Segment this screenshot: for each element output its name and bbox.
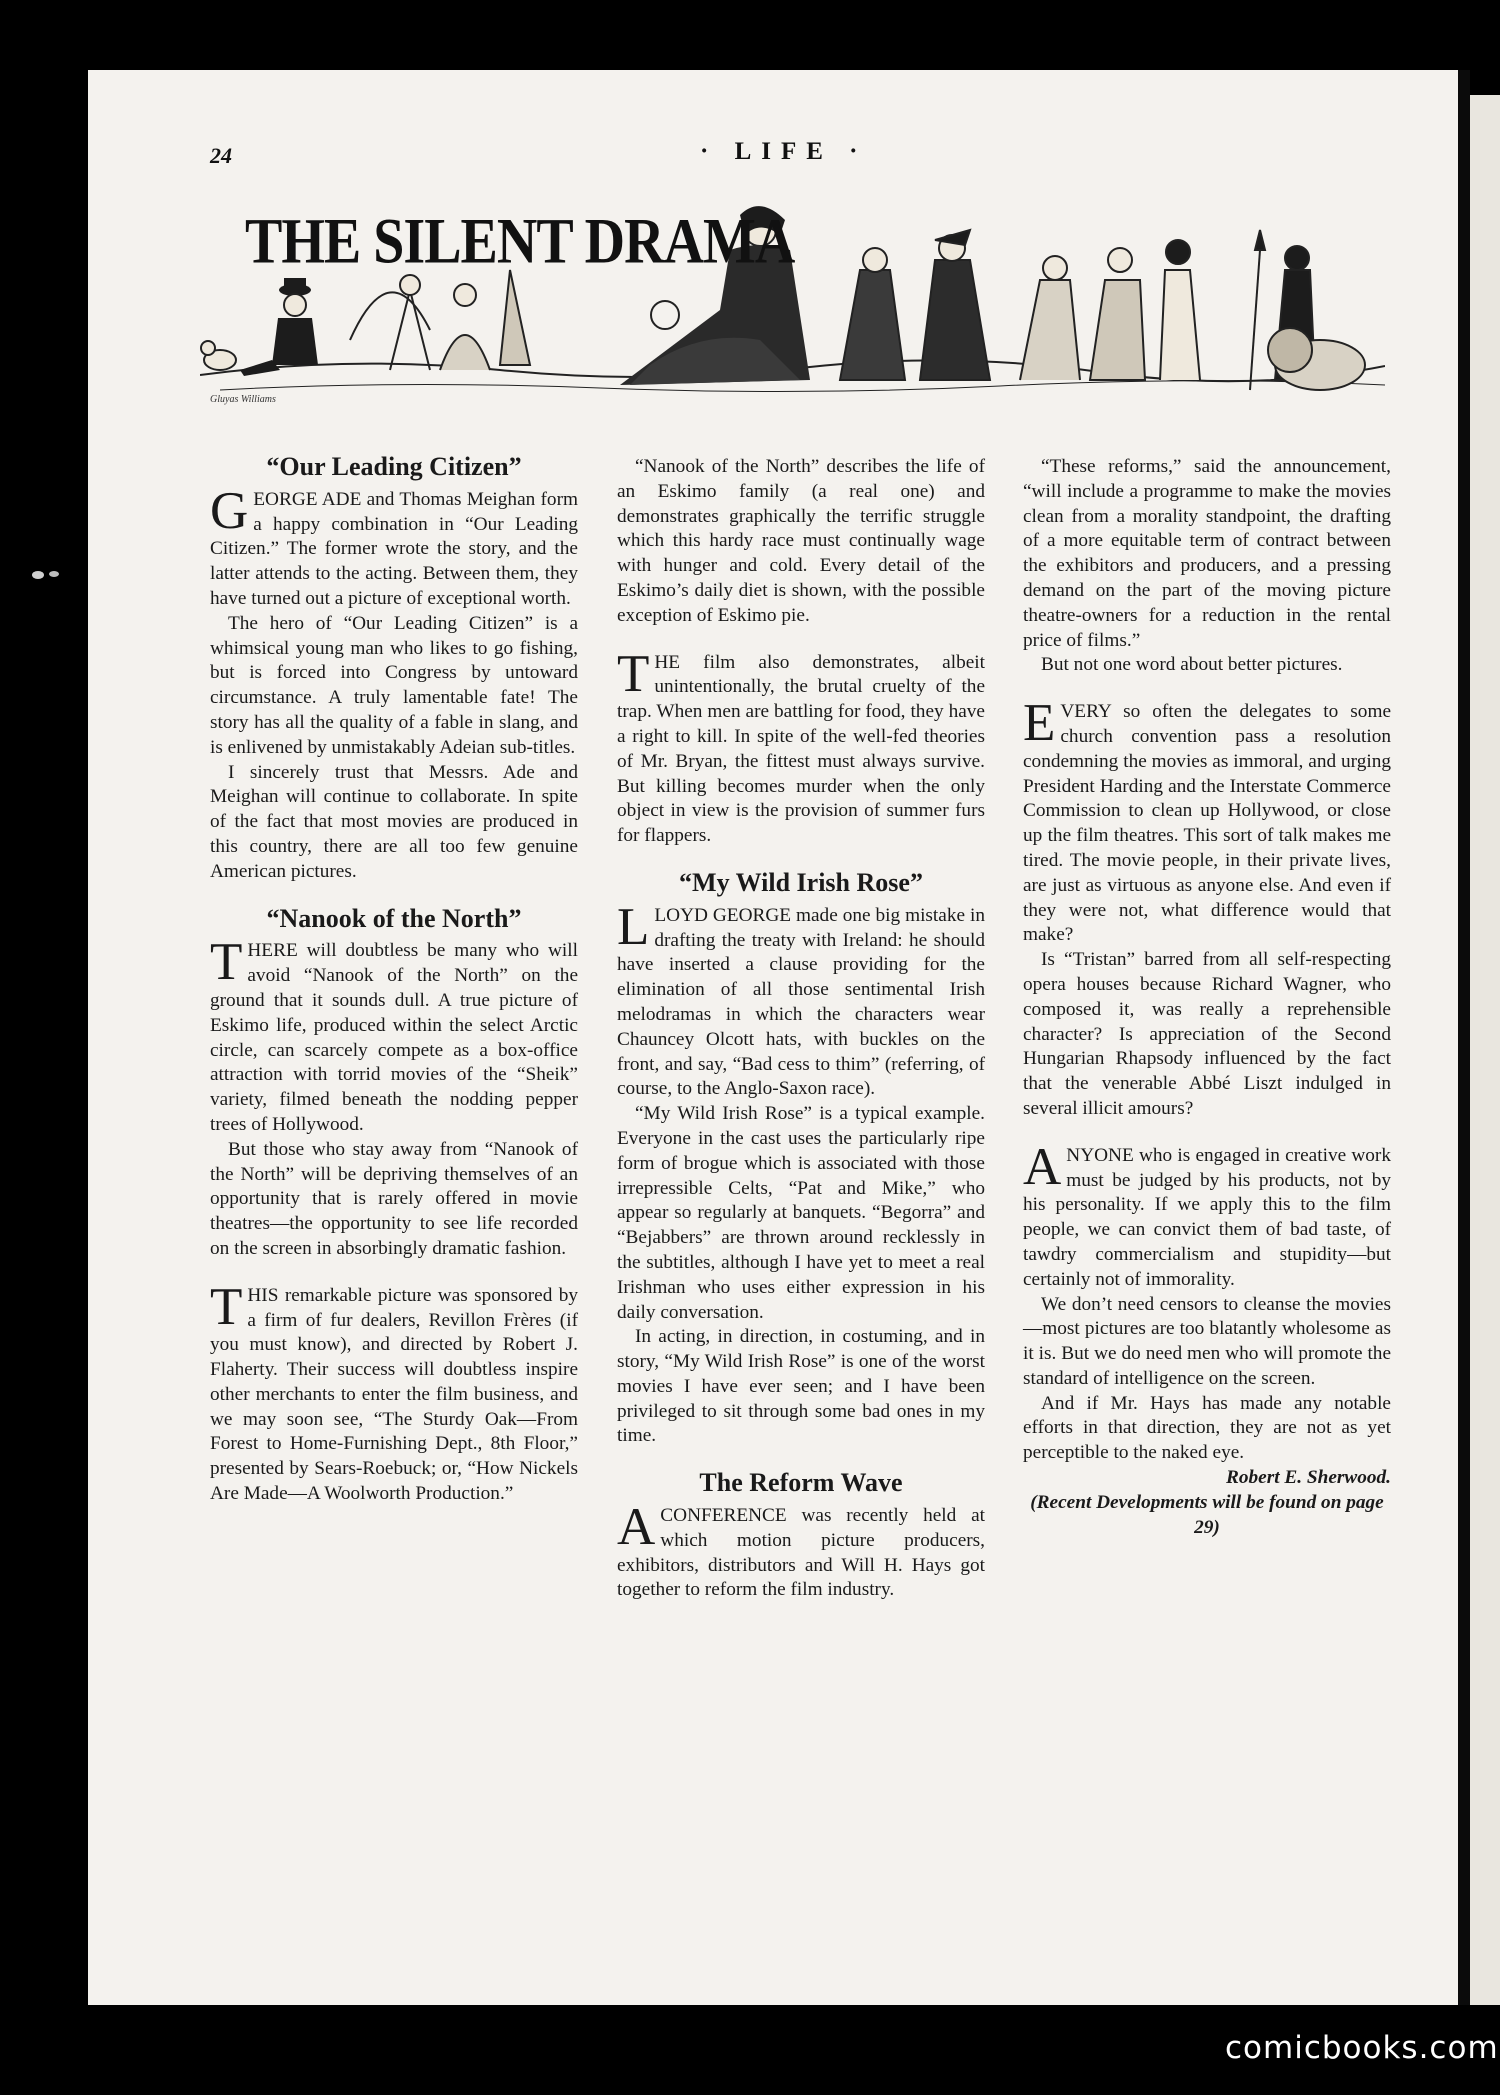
text-column-1 — [210, 452, 578, 1507]
paragraph: EORGE ADE and Thomas Meighan form a happy combination in “Our Leading Citizen.” The former wrote the story, and the latter attends to the acting. Between them, they have turned out a picture of exceptional worth. — [210, 488, 578, 609]
paragraph: I sincerely trust that Messrs. Ade and Meighan will continue to collaborate. In spite of the fact that most movies are produced in this country, there are all too few genuine American pictures. — [210, 761, 578, 882]
review-heading-our-leading-citizen: “Our Leading Citizen” — [266, 452, 522, 481]
page-number: 24 — [210, 143, 232, 168]
paragraph: “My Wild Irish Rose” is a typical example. Everyone in the cast uses the particularly ripe form of brogue which is associated with those irrepressible Celts, “Pat and Mike,” who appear so regularly at banquets. “Begorra” and “Bejabbers” are thrown around recklessly in the subtitles, although I have yet to meet a real Irishman who uses either expression in his daily conversation. — [617, 1103, 985, 1323]
warrior-and-lion-illustration — [1250, 230, 1365, 390]
paragraph: CONFERENCE was recently held at which motion picture producers, exhibitors, distributors and Will H. Hays got together to reform the film industry. — [617, 1505, 985, 1601]
dropcap: T — [210, 1277, 243, 1336]
review-heading-irish-rose: “My Wild Irish Rose” — [679, 867, 923, 897]
paragraph: We don’t need censors to cleanse the movies—most pictures are too blatantly wholesome as it is. But we do need men who will promote the standard of intelligence on the screen. — [1023, 1293, 1391, 1389]
paragraph: HIS remarkable picture was sponsored by a firm of fur dealers, Revillon Frères (if you must know), and directed by Robert J. Flaherty. Their success will doubtless inspire other merchants to enter the film business, and we may soon see, “The Sturdy Oak—From Forest to Home-Furnishing Dept., 8th Floor,” presented by Sears-Roebuck; or, “How Nickels Are Made—A Woolworth Production.” — [210, 1284, 578, 1505]
section-heading-reform-wave: The Reform Wave — [699, 1468, 903, 1498]
adjacent-page-edge — [1470, 95, 1500, 2005]
dropcap: A — [617, 1498, 656, 1557]
dropcap: T — [210, 933, 243, 992]
dropcap: A — [1023, 1137, 1062, 1196]
paragraph: But those who stay away from “Nanook of the North” will be depriving themselves of an opportunity that is rarely offered in movie theatres—the opportunity to see life recorded on the screen in absorbingly dramatic fashion. — [210, 1138, 578, 1259]
paragraph: NYONE who is engaged in creative work must be judged by his products, not by his personality. If we apply this to the film people, we can convict them of bad taste, of tawdry commercialism and stupidity—but certainly not of immorality. — [1023, 1144, 1391, 1290]
source-watermark: comicbooks.com — [1225, 2030, 1499, 2066]
paragraph: “Nanook of the North” describes the life of an Eskimo family (a real one) and demonstrates graphically the terrific struggle which this hardy race must continually wage with hunger and cold. Every detail of the Eskimo’s daily diet is shown, with the possible exception of Eskimo pie. — [617, 456, 985, 626]
dancing-couple-illustration — [1020, 240, 1200, 380]
paragraph: “These reforms,” said the announcement, “will include a programme to make the movies clean from a morality standpoint, the drafting of a more equitable term of contract between the exhibitors and producers, and a pressing demand on the part of the moving picture theatre-owners for a reduction in the rental price of films.” — [1023, 456, 1391, 651]
author-signature: Robert E. Sherwood. — [1226, 1467, 1391, 1489]
dog-illustration — [201, 341, 236, 370]
paragraph: LOYD GEORGE made one big mistake in drafting the treaty with Ireland: he should have inserted a clause providing for the elimination of all those sentimental Irish melodramas in which the characters wear Chauncey Olcott hats, with buckles on the front, and say, “Bad cess to thim” (referring, of course, to the Anglo-Saxon race). — [617, 904, 985, 1100]
margin-speck — [28, 568, 64, 582]
seated-figure-illustration — [240, 278, 318, 376]
paragraph: HERE will doubtless be many who will avoid “Nanook of the North” on the ground that it sounds dull. A true picture of Eskimo life, produced within the select Arctic circle, can scarcely compete as a box-office attraction with torrid movies of the “Sheik” variety, filmed beneath the nodding pepper trees of Hollywood. — [210, 940, 578, 1135]
text-column-2 — [617, 455, 985, 1603]
binding-spine — [1458, 70, 1470, 2005]
review-heading-nanook: “Nanook of the North” — [266, 903, 522, 933]
section-title: THE SILENT DRAMA — [245, 206, 795, 278]
dropcap: L — [617, 897, 650, 956]
paragraph: But not one word about better pictures. — [1041, 654, 1343, 676]
magazine-title: · LIFE · — [700, 138, 868, 165]
dancer-figures-illustration — [350, 270, 530, 370]
artist-signature: Gluyas Williams — [210, 394, 276, 405]
paragraph: VERY so often the delegates to some church convention pass a resolution condemning the movies as immoral, and urging President Harding and the Interstate Commerce Commission to clean up Hollywood, or close up the film theatres. This sort of talk makes me tired. The movie people, in their private lives, are just as virtuous as anyone else. And even if they were not, what difference would that make? — [1023, 701, 1391, 946]
paragraph: HE film also demonstrates, albeit unintentionally, the brutal cruelty of the trap. When men are battling for food, they have a right to kill. In spite of the well-fed theories of Mr. Bryan, the fittest must always survive. But killing becomes murder when the only object in view is the provision of summer furs for flappers. — [617, 651, 985, 847]
dropcap: G — [210, 481, 249, 540]
dropcap: T — [617, 644, 650, 703]
text-column-3 — [1023, 455, 1391, 1540]
paragraph: And if Mr. Hays has made any notable efforts in that direction, they are not as yet perceptible to the naked eye. — [1023, 1392, 1391, 1464]
costumed-crowd-illustration — [840, 230, 990, 380]
continuation-note: (Recent Developments will be found on page 29) — [1030, 1491, 1384, 1538]
paragraph: In acting, in direction, in costuming, and in story, “My Wild Irish Rose” is one of the worst movies I have ever seen; and I have been privileged to sit through some bad ones in my time. — [617, 1326, 985, 1447]
dropcap: E — [1023, 694, 1056, 753]
paragraph: The hero of “Our Leading Citizen” is a whimsical young man who likes to go fishing, but is forced into Congress by untoward circumstance. A truly lamentable fate! The story has all the quality of a fable in slang, and is enlivened by unmistakably Adeian sub-titles. — [210, 612, 578, 758]
paragraph: Is “Tristan” barred from all self-respecting opera houses because Richard Wagner, who composed it, was really a reprehensible character? Is appreciation of the Second Hungarian Rhapsody influenced by the fact that the venerable Abbé Liszt indulged in several illicit amours? — [1023, 949, 1391, 1119]
